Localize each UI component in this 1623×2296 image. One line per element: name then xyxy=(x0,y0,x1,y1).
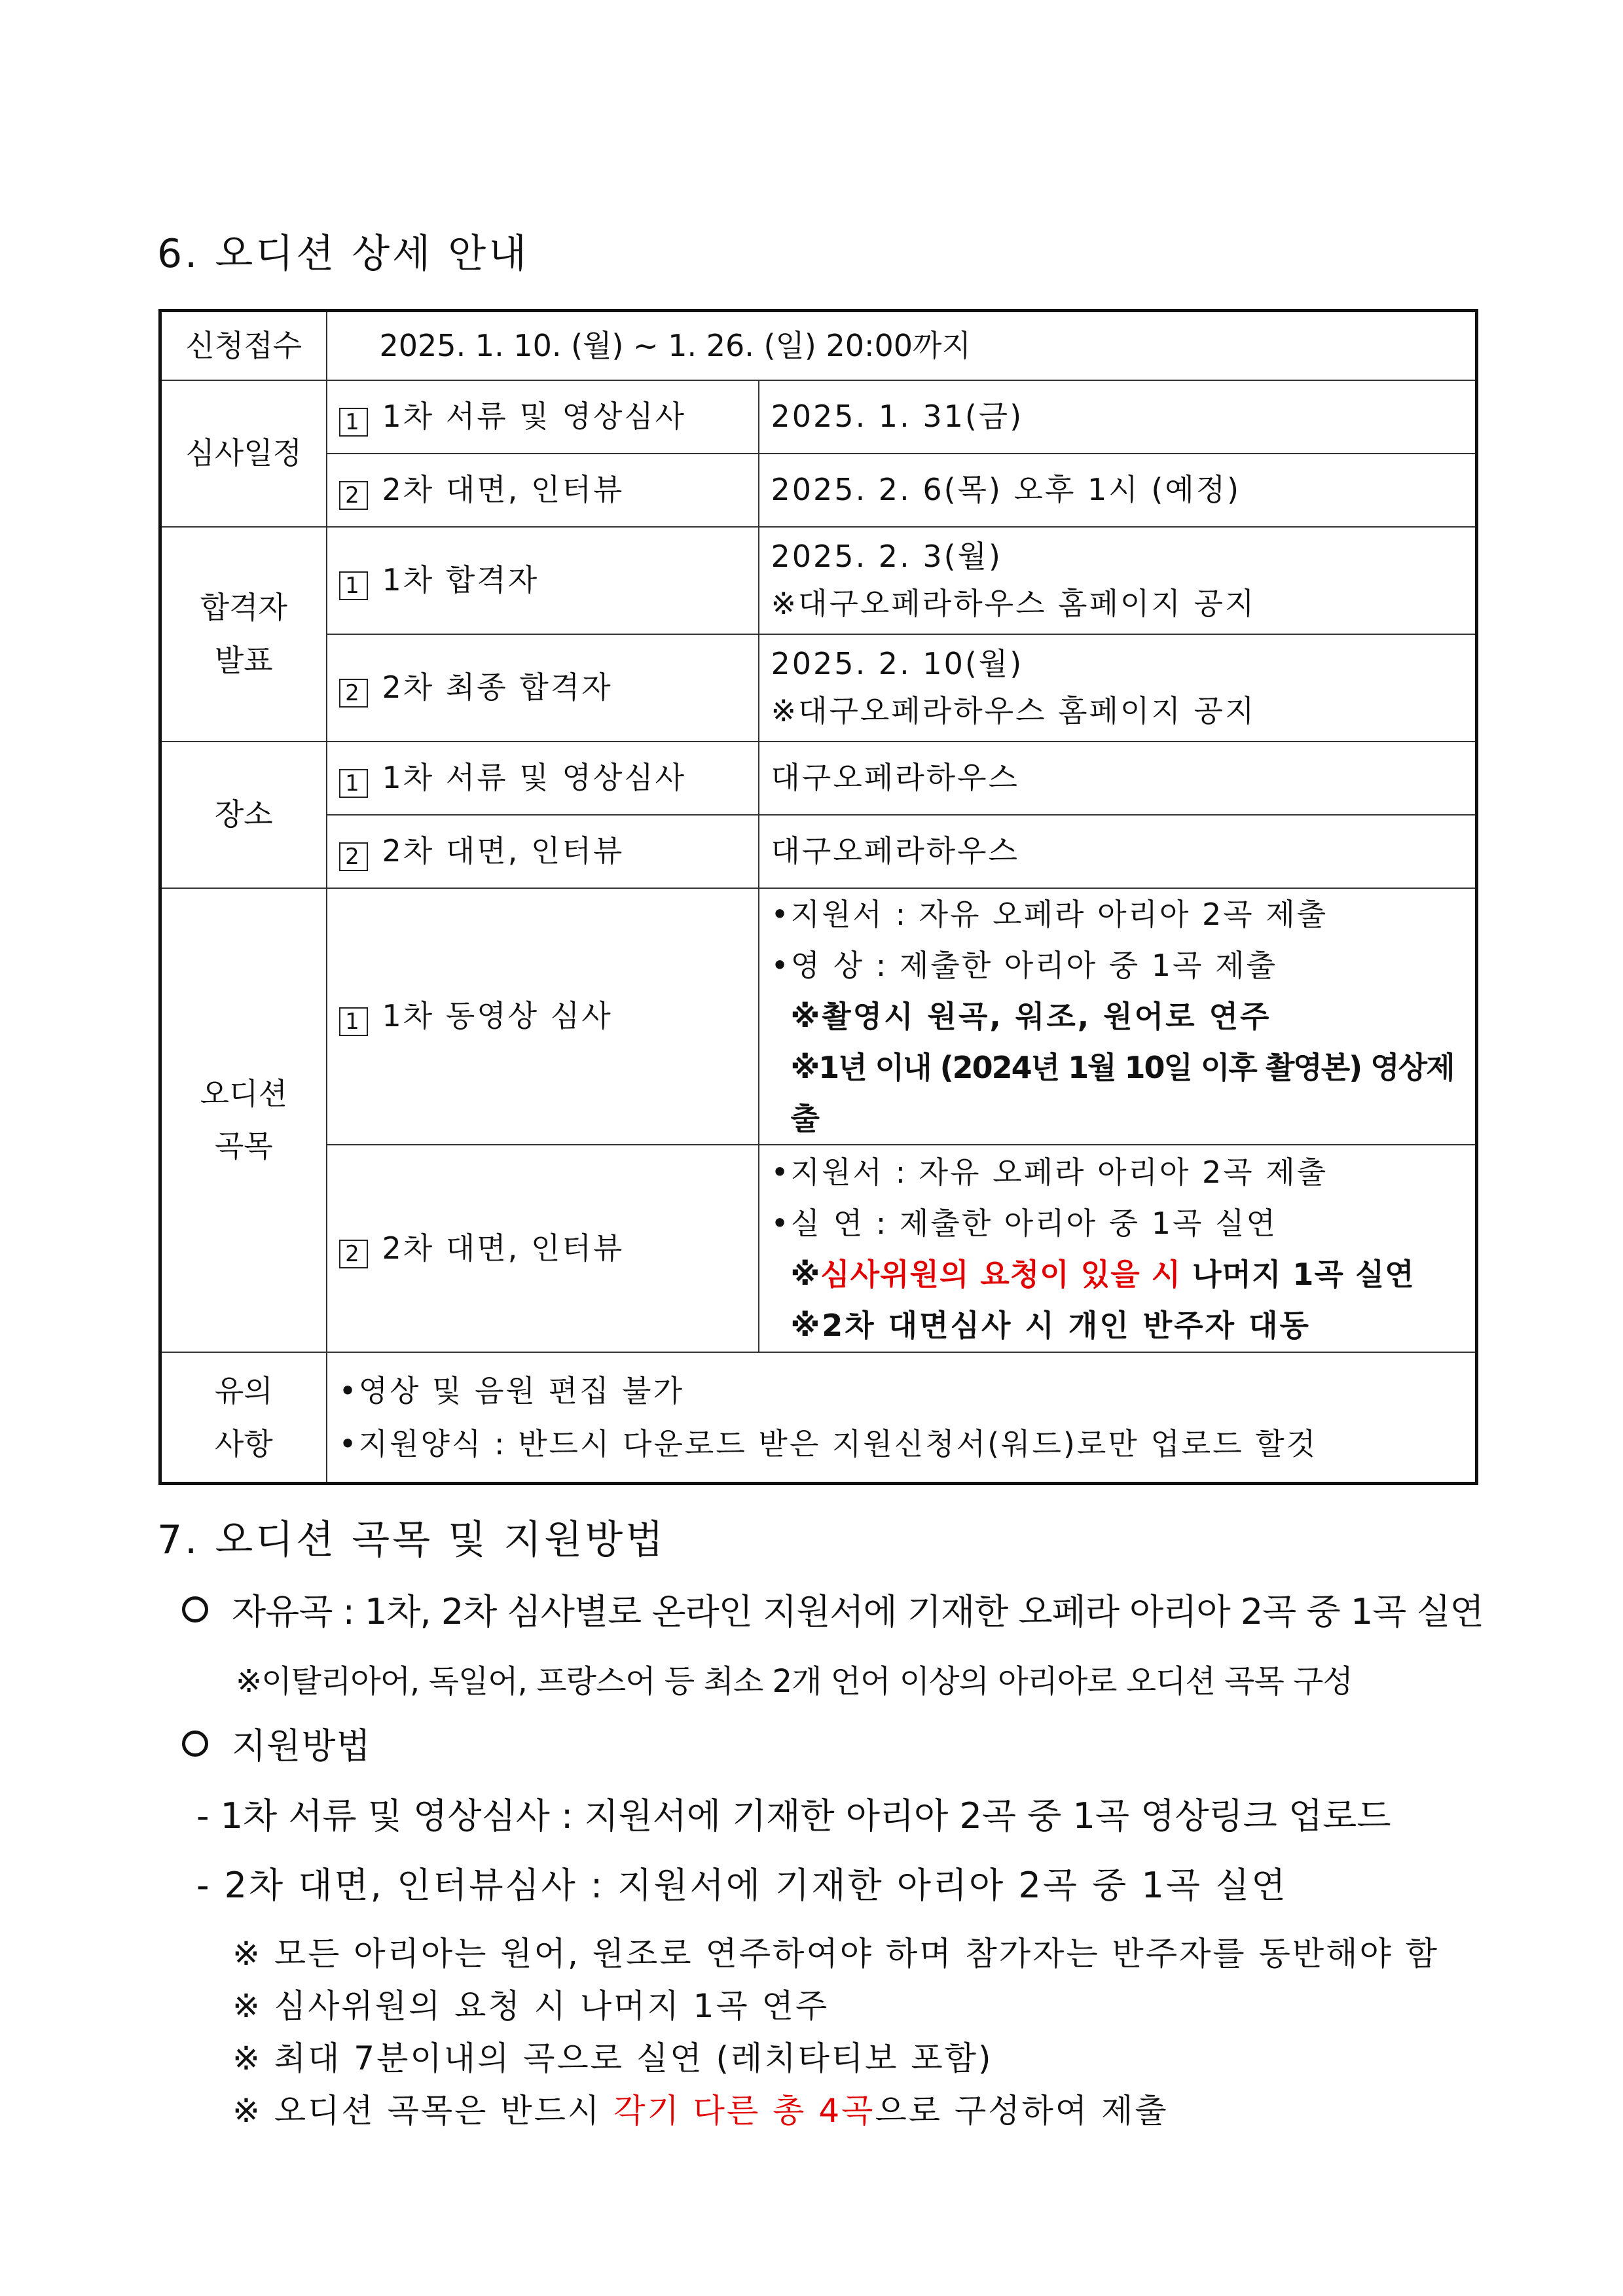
announce-value xyxy=(759,634,1477,742)
repertoire-row-1 xyxy=(160,888,1477,1145)
venue-row-1 xyxy=(160,742,1477,815)
announce-item: 2차 최종 합격자 xyxy=(382,669,613,705)
section-7-title: 7. 오디션 곡목 및 지원방법 xyxy=(157,1517,666,1563)
notes-row xyxy=(160,1352,1477,1483)
schedule-value: 2025. 1. 31(금) xyxy=(759,380,1477,454)
method-title: 지원방법 xyxy=(232,1725,371,1767)
announce-value xyxy=(759,527,1477,634)
free-song-item xyxy=(182,1584,1484,1634)
repertoire-item: 2차 대면, 인터뷰 xyxy=(382,1230,625,1266)
announce-date: 2025. 2. 10(월) xyxy=(771,646,1024,682)
schedule-value: 2025. 2. 6(목) 오후 1시 (예정) xyxy=(759,454,1477,527)
schedule-row-2 xyxy=(160,454,1477,527)
announce-row-1 xyxy=(160,527,1477,634)
venue-value: 대구오페라하우스 xyxy=(759,742,1477,815)
number-box: 1 xyxy=(339,571,368,600)
schedule-row-1 xyxy=(160,380,1477,454)
detail-note: ※촬영시 원곡, 워조, 원어로 연주 xyxy=(790,998,1271,1034)
highlight-text: 심사위원의 요청이 있을 시 xyxy=(820,1256,1182,1292)
detail-line: •지원서 : 자유 오페라 아리아 2곡 제출 xyxy=(771,1154,1328,1190)
schedule-label: 심사일정 xyxy=(160,380,327,527)
announce-label: 합격자 발표 xyxy=(160,527,327,742)
number-box: 1 xyxy=(339,408,368,437)
number-box: 1 xyxy=(339,769,368,798)
section-6-title: 6. 오디션 상세 안내 xyxy=(157,231,530,277)
method-note-2: ※ 심사위원의 요청 시 나머지 1곡 연주 xyxy=(232,1987,830,2025)
venue-item: 2차 대면, 인터뷰 xyxy=(382,833,625,869)
application-value: 2025. 1. 10. (월) ~ 1. 26. (일) 20:00까지 xyxy=(327,311,1477,380)
detail-note: ※1년 이내 (2024년 1월 10일 이후 촬영본) 영상제출 xyxy=(790,1050,1454,1137)
venue-label: 장소 xyxy=(160,742,327,888)
detail-line: •지원서 : 자유 오페라 아리아 2곡 제출 xyxy=(771,896,1328,932)
repertoire-item: 1차 동영상 심사 xyxy=(382,998,613,1034)
number-box: 2 xyxy=(339,679,368,708)
detail-line: •실 연 : 제출한 아리아 중 1곡 실연 xyxy=(771,1205,1277,1241)
detail-note: ※심사위원의 요청이 있을 시 나머지 1곡 실연 xyxy=(790,1256,1415,1292)
repertoire-detail xyxy=(759,888,1477,1145)
repertoire-detail xyxy=(759,1145,1477,1352)
number-box: 2 xyxy=(339,1240,368,1268)
application-label: 신청접수 xyxy=(160,311,327,380)
announce-date: 2025. 2. 3(월) xyxy=(771,539,1002,575)
repertoire-label: 오디션 곡목 xyxy=(160,888,327,1353)
free-song-text: 자유곡 : 1차, 2차 심사별로 온라인 지원서에 기재한 오페라 아리아 2곡 중 1곡 실연 xyxy=(232,1591,1484,1632)
method-note-3: ※ 최대 7분이내의 곡으로 실연 (레치타티보 포함) xyxy=(232,2039,993,2077)
notes-line: •지원양식 : 반드시 다운로드 받은 지원신청서(워드)로만 업로드 할것 xyxy=(338,1426,1318,1462)
announce-note: ※대구오페라하우스 홈페이지 공지 xyxy=(771,585,1256,621)
application-row xyxy=(160,311,1477,380)
detail-note: ※2차 대면심사 시 개인 반주자 대동 xyxy=(790,1308,1311,1344)
notes-content xyxy=(327,1352,1477,1483)
notes-line: •영상 및 음원 편집 불가 xyxy=(338,1373,685,1409)
method-note-1: ※ 모든 아리아는 원어, 원조로 연주하여야 하며 참가자는 반주자를 동반해야 함 xyxy=(232,1935,1440,1973)
schedule-item: 2차 대면, 인터뷰 xyxy=(382,471,625,507)
method-line-1: - 1차 서류 및 영상심사 : 지원서에 기재한 아리아 2곡 중 1곡 영상링크 업로드 xyxy=(196,1795,1391,1837)
venue-item: 1차 서류 및 영상심사 xyxy=(382,759,687,795)
announce-note: ※대구오페라하우스 홈페이지 공지 xyxy=(771,692,1256,728)
announce-row-2 xyxy=(160,634,1477,742)
number-box: 1 xyxy=(339,1007,368,1036)
venue-value: 대구오페라하우스 xyxy=(759,815,1477,888)
announce-item: 1차 합격자 xyxy=(382,562,539,598)
detail-line: •영 상 : 제출한 아리아 중 1곡 제출 xyxy=(771,947,1277,983)
method-line-2: - 2차 대면, 인터뷰심사 : 지원서에 기재한 아리아 2곡 중 1곡 실연 xyxy=(196,1865,1288,1906)
highlight-text: 각기 다른 총 4곡 xyxy=(613,2092,875,2130)
audition-details-table xyxy=(158,309,1478,1485)
free-song-note: ※이탈리아어, 독일어, 프랑스어 등 최소 2개 언어 이상의 아리아로 오디션 곡목 구성 xyxy=(236,1663,1353,1700)
method-note-4: ※ 오디션 곡목은 반드시 각기 다른 총 4곡으로 구성하여 제출 xyxy=(232,2092,1169,2130)
venue-row-2 xyxy=(160,815,1477,888)
repertoire-row-2 xyxy=(160,1145,1477,1352)
circle-bullet-icon xyxy=(182,1596,208,1623)
number-box: 2 xyxy=(339,481,368,510)
notes-label: 유의 사항 xyxy=(160,1352,327,1483)
method-heading xyxy=(182,1718,371,1768)
schedule-item: 1차 서류 및 영상심사 xyxy=(382,398,687,434)
number-box: 2 xyxy=(339,842,368,871)
circle-bullet-icon xyxy=(182,1731,208,1757)
